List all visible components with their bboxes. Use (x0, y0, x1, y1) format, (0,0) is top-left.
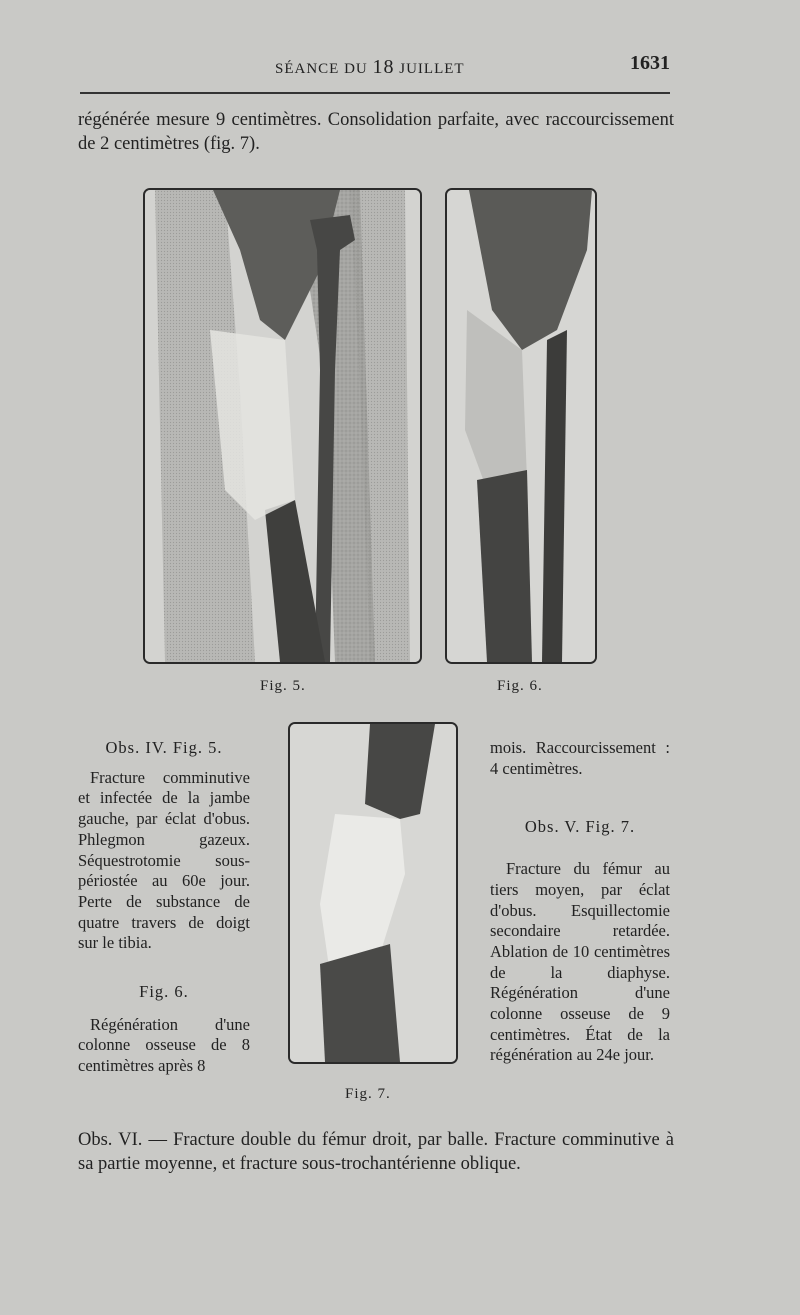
fig6-heading: Fig. 6. (139, 982, 189, 1002)
figure-7-image (290, 724, 456, 1062)
running-header (80, 52, 670, 78)
right-column (490, 738, 670, 1066)
figure-6-radiograph (445, 188, 597, 664)
continued-text: mois. Raccourcissement : 4 centimètres. (490, 738, 670, 778)
header-rule (80, 92, 670, 94)
header-title (275, 56, 465, 79)
obs-iv-heading: Obs. IV. Fig. 5. (105, 738, 223, 757)
obs-v-heading: Obs. V. Fig. 7. (524, 817, 636, 837)
figure-6-caption: Fig. 6. (497, 678, 543, 694)
obs-iv-text: Fracture comminutive et infectée de la jambe gauche, par éclat d'obus. Phlegmon gazeux. Séquestrotomie sous-périostée au 60e jour. Perte de substance de quatre travers de doigt sur le tibia. (78, 767, 250, 953)
figure-5-caption: Fig. 5. (260, 678, 306, 694)
header-title-part2: JUILLET (394, 61, 465, 77)
figure-5-image (145, 190, 420, 662)
header-title-day: 18 (372, 56, 395, 78)
page-number: 1631 (630, 52, 670, 74)
figure-7-caption: Fig. 7. (345, 1086, 391, 1102)
obs-vi-paragraph: Obs. VI. — Fracture double du fémur droit, par balle. Fracture comminutive à sa partie moyenne, et fracture sous-trochantérienne oblique. (78, 1130, 674, 1174)
figure-7-radiograph (288, 722, 458, 1064)
figure-5-radiograph (143, 188, 422, 664)
fig6-text: Régénération d'une colonne osseuse de 8 centimètres après 8 (78, 1014, 250, 1076)
figure-6-image (447, 190, 595, 662)
intro-paragraph: régénérée mesure 9 centimètres. Consolidation parfaite, avec raccourcissement de 2 centimètres (fig. 7). (78, 110, 674, 154)
obs-v-text: Fracture du fémur au tiers moyen, par éclat d'obus. Esquillectomie secondaire retardée. Ablation de 10 centimètres de la diaphyse. Régénération d'une colonne osseuse de 9 centimètres. État de la régénération au 24e jour. (490, 859, 670, 1065)
left-column (78, 738, 250, 1077)
header-title-part1: SÉANCE DU (275, 61, 373, 77)
